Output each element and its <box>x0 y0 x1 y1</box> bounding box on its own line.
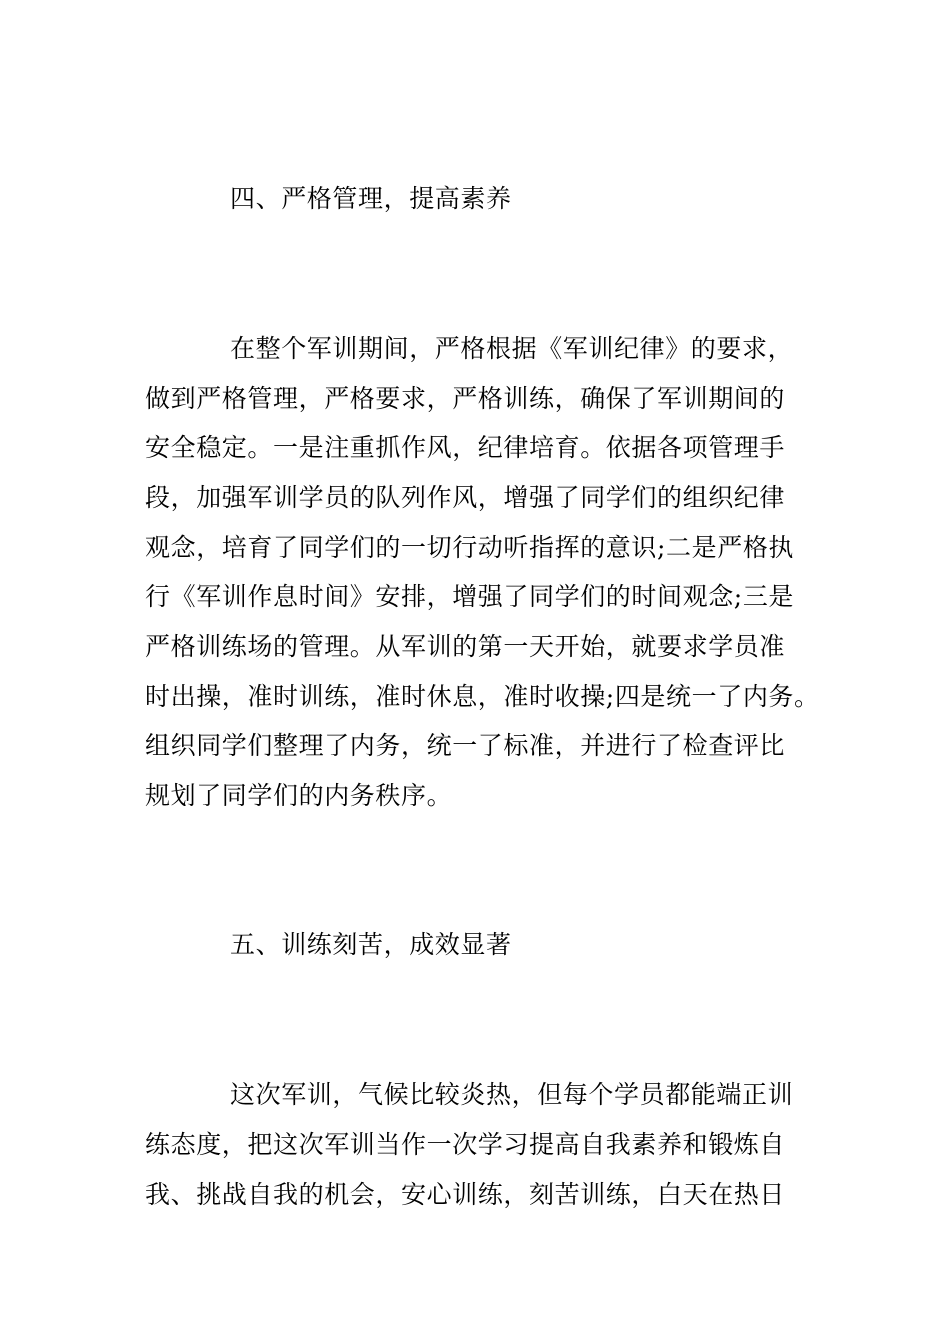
paragraph-line: 规划了同学们的内务秩序。 <box>145 781 453 810</box>
paragraph-line: 严格训练场的管理。从军训的第一天开始，就要求学员准 <box>145 632 786 661</box>
section-heading-4: 四、严格管理，提高素养 <box>230 184 512 213</box>
paragraph-line: 时出操，准时训练，准时休息，准时收操;四是统一了内务。 <box>145 682 820 711</box>
paragraph-line: 安全稳定。一是注重抓作风，纪律培育。依据各项管理手 <box>145 433 786 462</box>
paragraph-line: 练态度，把这次军训当作一次学习提高自我素养和锻炼自 <box>145 1130 786 1159</box>
paragraph-line: 这次军训，气候比较炎热，但每个学员都能端正训 <box>230 1080 794 1109</box>
paragraph-line: 我、挑战自我的机会，安心训练，刻苦训练，白天在热日 <box>145 1180 786 1209</box>
paragraph-line: 段，加强军训学员的队列作风，增强了同学们的组织纪律 <box>145 483 786 512</box>
paragraph-line: 行《军训作息时间》安排，增强了同学们的时间观念;三是 <box>145 582 795 611</box>
paragraph-line: 做到严格管理，严格要求，严格训练，确保了军训期间的 <box>145 384 786 413</box>
paragraph-line: 观念，培育了同学们的一切行动听指挥的意识;二是严格执 <box>145 533 795 562</box>
paragraph-line: 在整个军训期间，严格根据《军训纪律》的要求， <box>230 334 794 363</box>
paragraph-line: 组织同学们整理了内务，统一了标准，并进行了检查评比 <box>145 731 786 760</box>
section-heading-5: 五、训练刻苦，成效显著 <box>230 930 512 959</box>
